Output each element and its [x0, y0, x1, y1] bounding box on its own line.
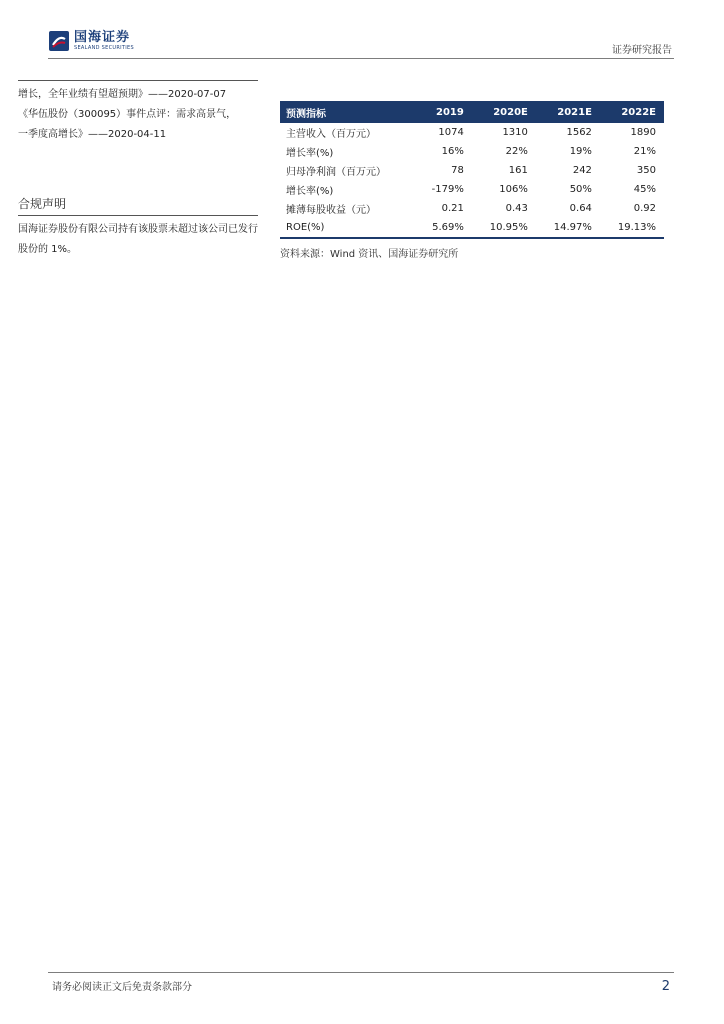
table-cell: 1890 — [630, 127, 656, 138]
table-row — [280, 161, 664, 180]
table-cell: 50% — [569, 184, 592, 195]
row-label: 摊薄每股收益（元） — [286, 205, 376, 216]
table-source-note: 资料来源：Wind 资讯、国海证券研究所 — [280, 249, 459, 260]
table-cell: 0.64 — [569, 203, 592, 214]
table-cell: 242 — [572, 165, 592, 176]
logo-icon — [48, 30, 70, 52]
column-header: 2021E — [536, 101, 600, 123]
table-cell: 10.95% — [472, 218, 536, 238]
row-label: 增长率(%) — [286, 148, 334, 159]
related-report-line: 增长，全年业绩有望超预期》——2020-07-07 — [18, 89, 227, 100]
table-cell: 22% — [505, 146, 528, 157]
logo-name-en: SEALAND SECURITIES — [74, 45, 134, 51]
table-row — [280, 218, 664, 238]
table-row — [280, 180, 664, 199]
company-logo — [48, 30, 134, 52]
related-reports — [18, 80, 258, 145]
table-cell: 19.13% — [600, 218, 664, 238]
row-label: 增长率(%) — [286, 186, 334, 197]
table-cell: 1074 — [438, 127, 464, 138]
column-header: 2020E — [472, 101, 536, 123]
table-cell: 5.69% — [415, 218, 472, 238]
forecast-section — [280, 101, 664, 260]
left-column — [18, 80, 258, 260]
report-type-label: 证券研究报告 — [612, 45, 672, 56]
page-footer — [48, 972, 674, 994]
table-row — [280, 123, 664, 142]
table-cell: 350 — [636, 165, 656, 176]
logo-name-cn: 国海证券 — [74, 30, 131, 45]
table-cell: 0.43 — [505, 203, 528, 214]
table-cell: 14.97% — [536, 218, 600, 238]
table-cell: 78 — [451, 165, 464, 176]
table-cell: 1310 — [502, 127, 528, 138]
row-label: 主营收入（百万元） — [286, 129, 376, 140]
compliance-title: 合规声明 — [18, 195, 258, 216]
column-header: 预测指标 — [280, 101, 415, 123]
table-header-row — [280, 101, 664, 123]
page-header — [48, 30, 674, 59]
disclaimer-notice: 请务必阅读正文后免责条款部分 — [52, 982, 192, 993]
column-header: 2022E — [600, 101, 664, 123]
column-header: 2019 — [415, 101, 472, 123]
row-label: 归母净利润（百万元） — [286, 167, 386, 178]
table-cell: 16% — [441, 146, 464, 157]
forecast-table — [280, 101, 664, 239]
table-cell: 21% — [633, 146, 656, 157]
row-label: ROE(%) — [280, 218, 415, 238]
table-cell: -179% — [431, 184, 464, 195]
table-cell: 161 — [508, 165, 528, 176]
table-row — [280, 199, 664, 218]
table-cell: 45% — [633, 184, 656, 195]
compliance-text: 国海证券股份有限公司持有该股票未超过该公司已发行股份的 1%。 — [18, 224, 258, 255]
table-cell: 0.92 — [633, 203, 656, 214]
table-row — [280, 142, 664, 161]
table-cell: 19% — [569, 146, 592, 157]
table-cell: 1562 — [566, 127, 592, 138]
table-cell: 106% — [499, 184, 528, 195]
related-report-line: 一季度高增长》——2020-04-11 — [18, 129, 167, 140]
table-cell: 0.21 — [441, 203, 464, 214]
related-report-line: 《华伍股份（300095）事件点评：需求高景气， — [18, 109, 237, 120]
page-number: 2 — [661, 979, 670, 994]
